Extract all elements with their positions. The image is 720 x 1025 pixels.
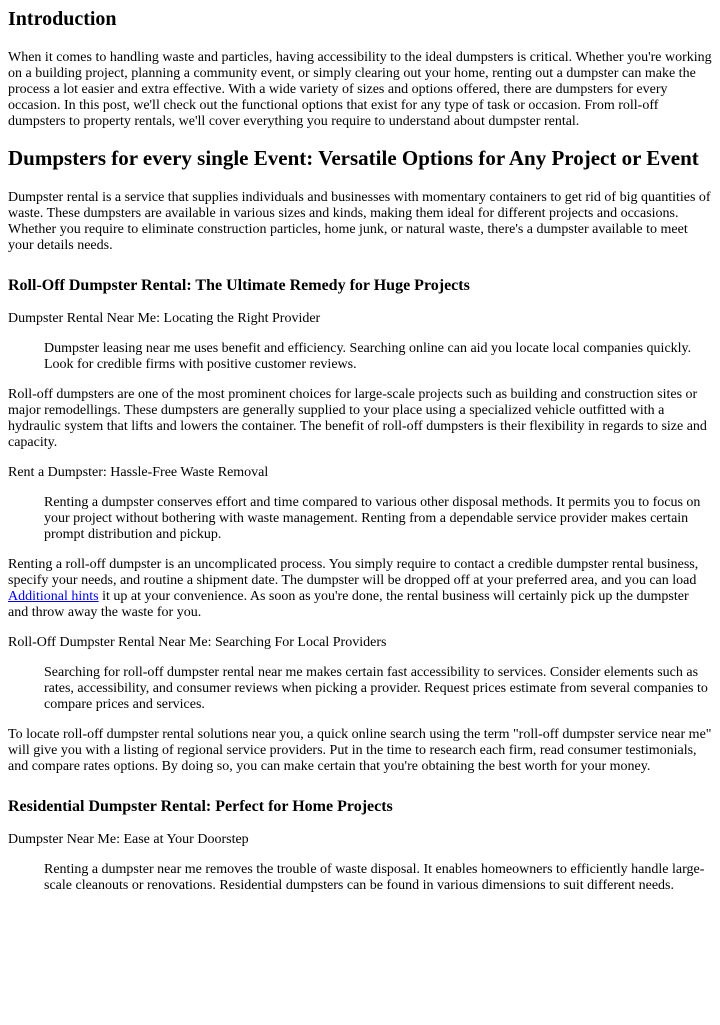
quote-doorstep: Renting a dumpster near me removes the trouble of waste disposal. It enables homeowners to efficiently handle large-scale cleanouts or renovations. Residential dumpsters can be found in various dimensions to suit different needs. [44, 862, 705, 893]
heading-dumpsters-every-event: Dumpsters for every single Event: Versatile Options for Any Project or Event [8, 146, 699, 170]
roll-off-paragraph: Roll-off dumpsters are one of the most prominent choices for large-scale projects such as building and construction sites or major remodellings. These dumpsters are generally supplied to your place using a specialized vehicle outfitted with a hydraulic system that lifts and lowers the container. The benefit of roll-off dumpsters is their flexibility in regards to size and capacity. [8, 387, 707, 450]
subheading-doorstep: Dumpster Near Me: Ease at Your Doorstep [8, 832, 249, 847]
renting-text-after: it up at your convenience. As soon as you're done, the rental business will certainly pick up the dumpster and throw away the waste for you. [8, 589, 689, 620]
subheading-local-providers: Roll-Off Dumpster Rental Near Me: Searching For Local Providers [8, 635, 387, 650]
renting-text-before: Renting a roll-off dumpster is an uncomplicated process. You simply require to contact a credible dumpster rental business, specify your needs, and routine a shipment date. The dumpster will be dropped off at your preferred area, and you can load [8, 557, 699, 588]
subheading-rent-dumpster: Rent a Dumpster: Hassle-Free Waste Removal [8, 465, 269, 480]
subheading-rental-near-me: Dumpster Rental Near Me: Locating the Right Provider [8, 311, 321, 326]
heading-introduction: Introduction [8, 8, 117, 30]
section1-paragraph: Dumpster rental is a service that supplies individuals and businesses with momentary containers to get rid of big quantities of waste. These dumpsters are available in various sizes and kinds, making them ideal for different projects and occasions. Whether you require to eliminate construction particles, home junk, or natural waste, there's a dumpster available to meet your details needs. [8, 190, 711, 253]
article [0, 7, 720, 894]
heading-roll-off-rental: Roll-Off Dumpster Rental: The Ultimate Remedy for Huge Projects [8, 277, 470, 294]
locate-solutions-paragraph: To locate roll-off dumpster rental solutions near you, a quick online search using the term "roll-off dumpster service near me" will give you with a listing of regional service providers. Put in the time to research each firm, read consumer testimonials, and compare rates options. By doing so, you can make certain that you're obtaining the best worth for your money. [8, 727, 712, 774]
heading-residential-rental: Residential Dumpster Rental: Perfect for Home Projects [8, 798, 393, 815]
quote-rent-dumpster: Renting a dumpster conserves effort and time compared to various other disposal methods. It permits you to focus on your project without bothering with waste management. Renting from a dependable service provider makes certain prompt distribution and pickup. [44, 495, 701, 542]
intro-paragraph: When it comes to handling waste and particles, having accessibility to the ideal dumpsters is critical. Whether you're working on a building project, planning a community event, or simply clearing out your home, renting out a dumpster can make the process a lot easier and extra effective. With a wide variety of sizes and options offered, there are dumpsters for every occasion. In this post, we'll check out the functional options that exist for any type of task or occasion. From roll-off dumpsters to property rentals, we'll cover everything you require to understand about dumpster rental. [8, 50, 712, 129]
renting-process-paragraph [8, 557, 712, 621]
quote-rental-near-me: Dumpster leasing near me uses benefit and efficiency. Searching online can aid you locate local companies quickly. Look for credible firms with positive customer reviews. [44, 341, 692, 372]
quote-local-providers: Searching for roll-off dumpster rental near me makes certain fast accessibility to services. Consider elements such as rates, accessibility, and consumer reviews when picking a provider. Request prices estimate from several companies to compare prices and services. [44, 665, 708, 712]
additional-hints-link[interactable]: Additional hints [8, 589, 99, 604]
